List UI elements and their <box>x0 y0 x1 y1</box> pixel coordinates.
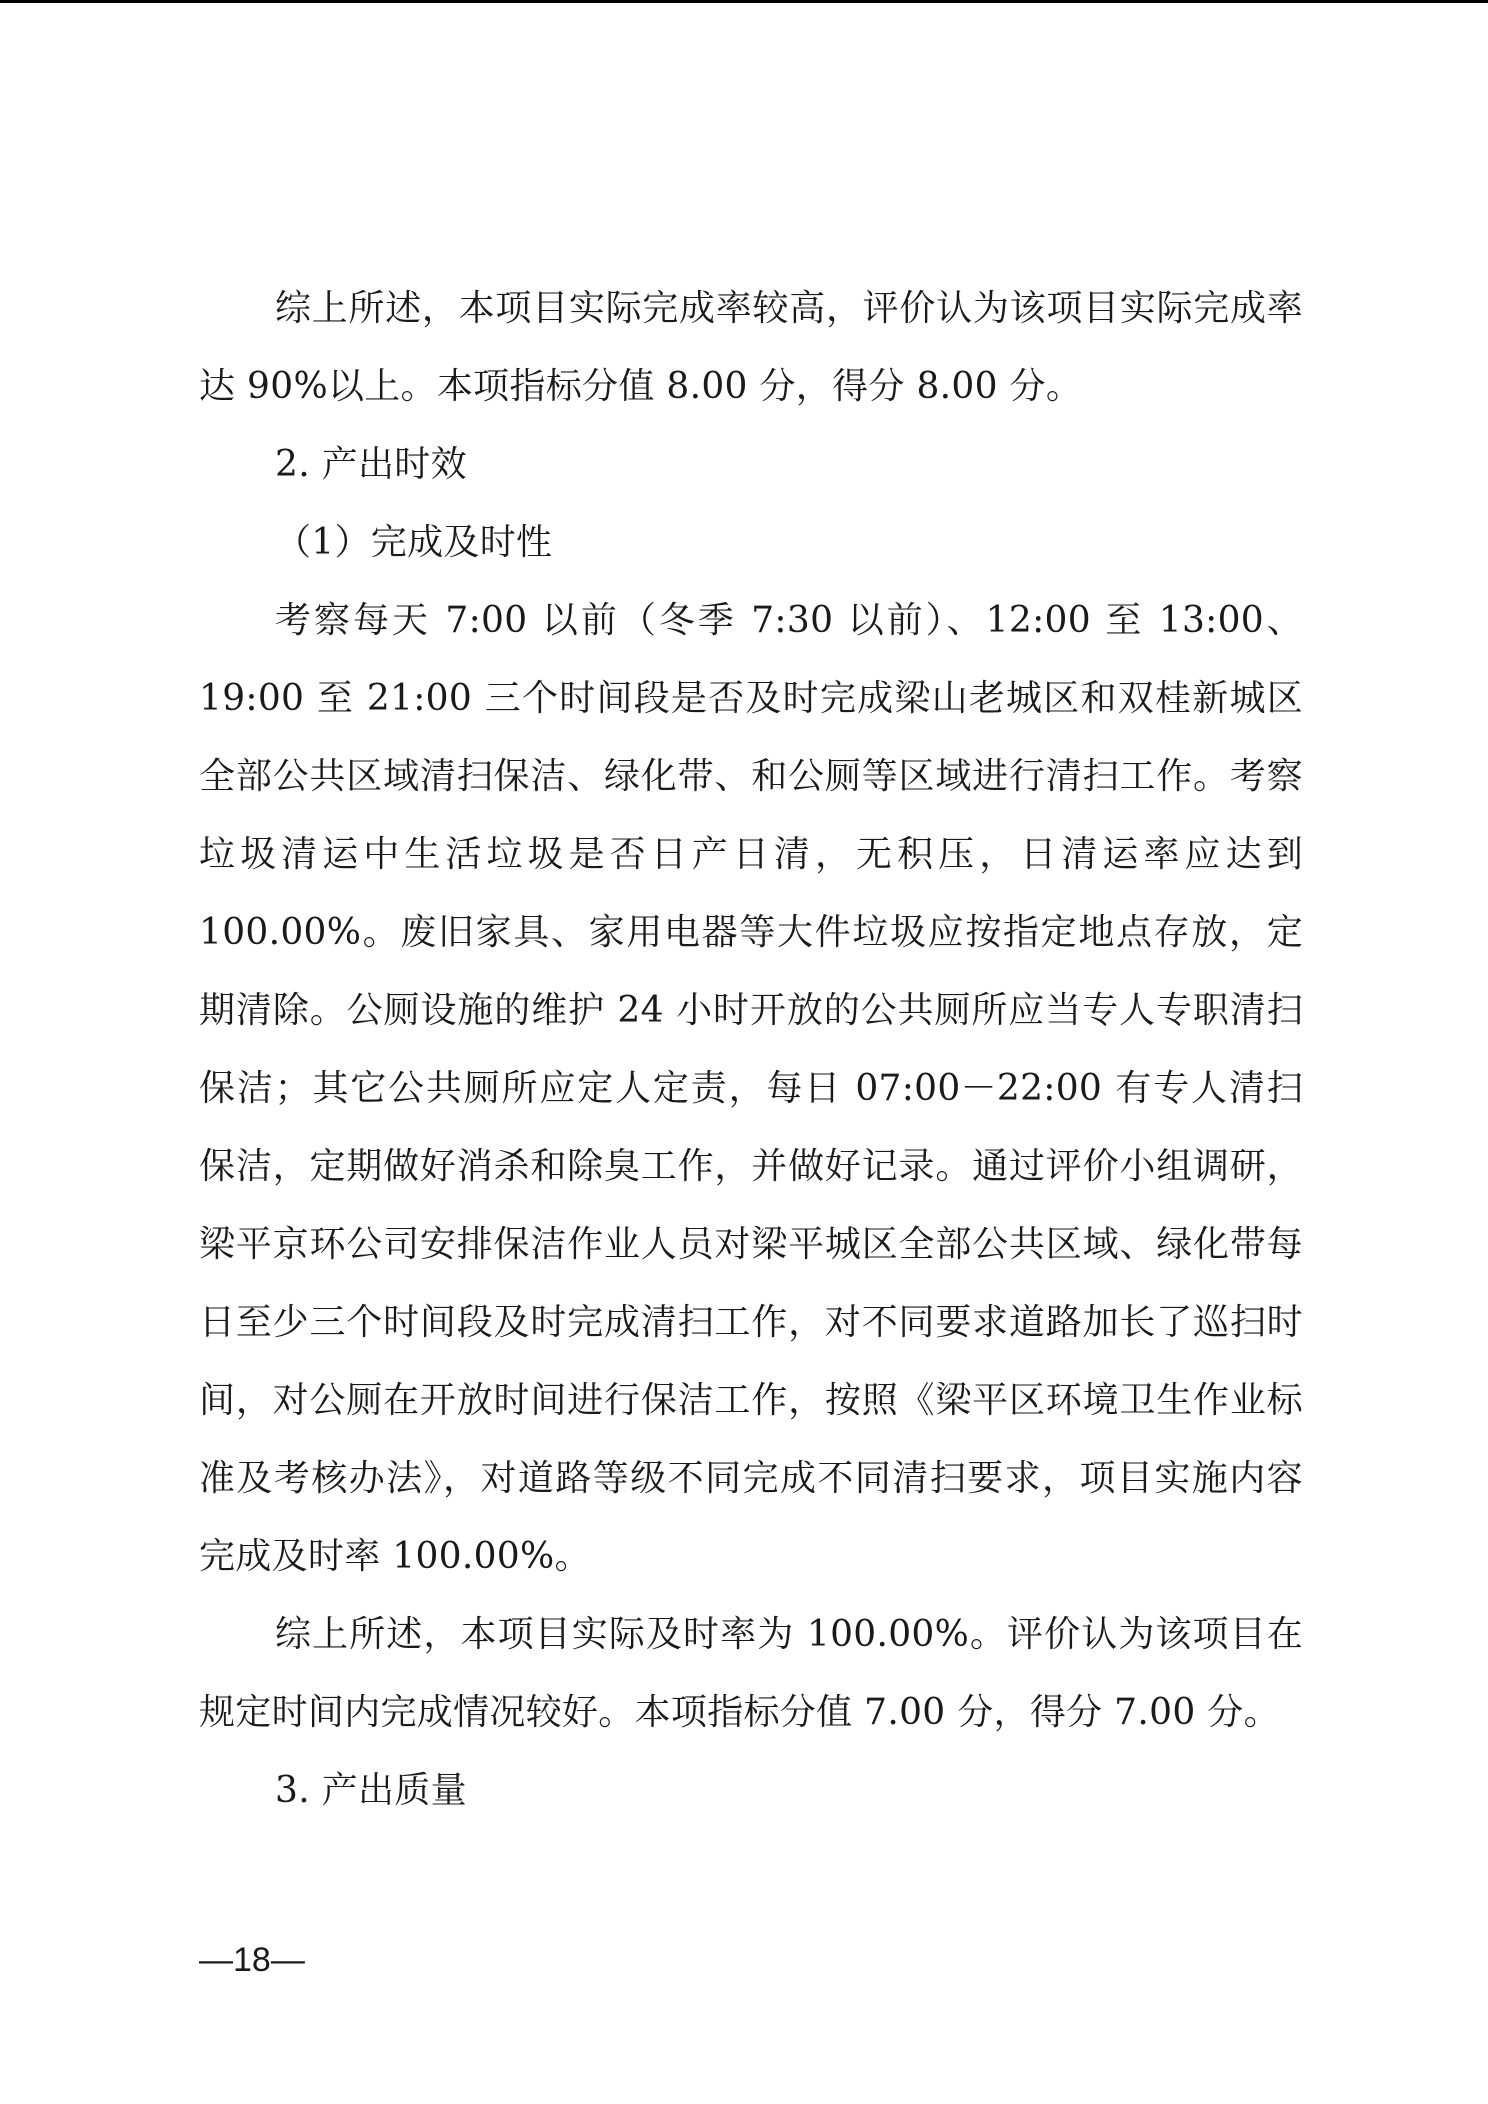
paragraph-completion-summary: 综上所述，本项目实际完成率较高，评价认为该项目实际完成率达 90%以上。本项指标分值 8.00 分，得分 8.00 分。 <box>199 288 1303 407</box>
page-number: —18— <box>199 1941 305 1979</box>
page-top-border <box>0 0 1488 3</box>
document-body <box>199 270 1303 1830</box>
subsection-heading-completion-timeliness: （1）完成及时性 <box>275 522 553 563</box>
paragraph-timeliness-summary: 综上所述，本项目实际及时率为 100.00%。评价认为该项目在规定时间内完成情况较好。本项指标分值 7.00 分，得分 7.00 分。 <box>199 1614 1303 1733</box>
paragraph-timeliness-detail: 考察每天 7:00 以前（冬季 7:30 以前）、12:00 至 13:00、19:00 至 21:00 三个时间段是否及时完成梁山老城区和双桂新城区全部公共区域清扫保洁、绿化带、和公厕等区域进行清扫工作。考察垃圾清运中生活垃圾是否日产日清，无积压，日清运率应达到 100.00%。废旧家具、家用电器等大件垃圾应按指定地点存放，定期清除。公厕设施的维护 24 小时开放的公共厕所应当专人专职清扫保洁；其它公共厕所应定人定责，每日 07:00－22:00 有专人清扫保洁，定期做好消杀和除臭工作，并做好记录。通过评价小组调研，梁平京环公司安排保洁作业人员对梁平城区全部公共区域、绿化带每日至少三个时间段及时完成清扫工作，对不同要求道路加长了巡扫时间，对公厕在开放时间进行保洁工作，按照《梁平区环境卫生作业标准及考核办法》，对道路等级不同完成不同清扫要求，项目实施内容完成及时率 100.00%。 <box>199 600 1303 1577</box>
section-heading-output-quality: 3. 产出质量 <box>275 1770 467 1811</box>
section-heading-output-timeliness: 2. 产出时效 <box>275 444 467 485</box>
